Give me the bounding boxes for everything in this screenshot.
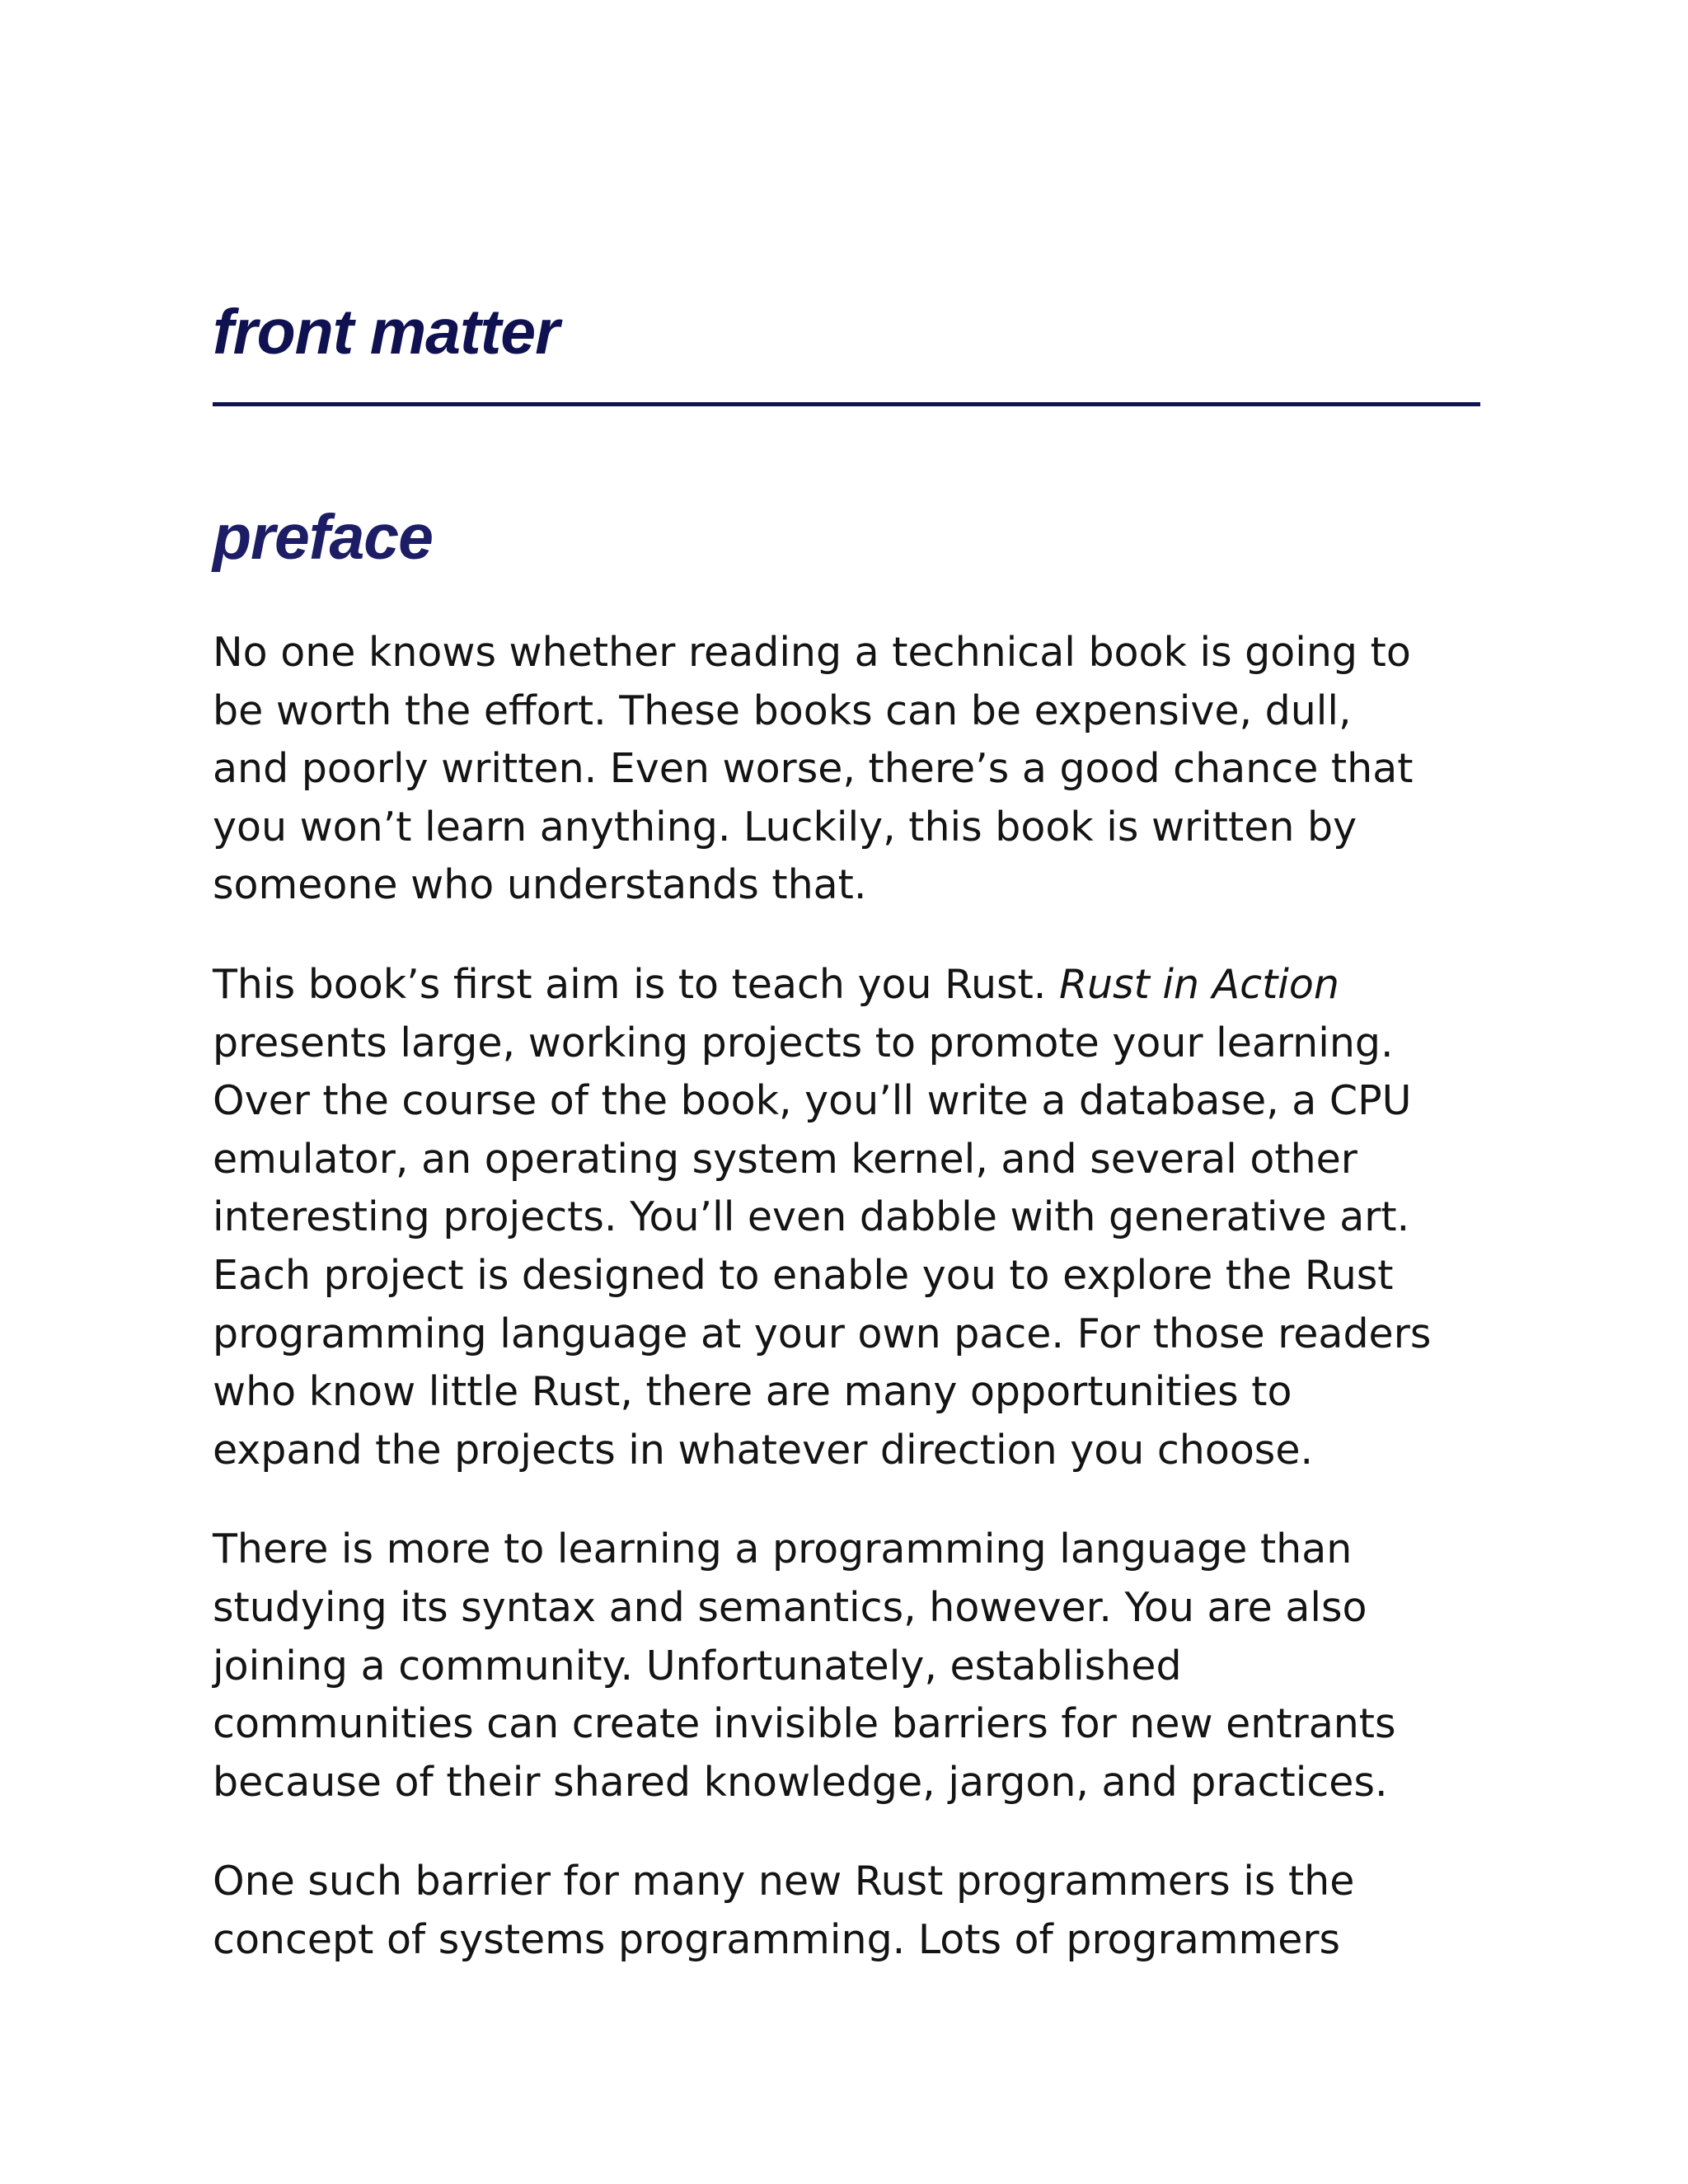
text-line: interesting projects. You’ll even dabble with generative art.: [213, 1193, 1410, 1241]
text-line: who know little Rust, there are many opportunities to: [213, 1368, 1292, 1416]
text-line: because of their shared knowledge, jargon, and practices.: [213, 1758, 1388, 1806]
text-line: No one knows whether reading a technical book is going to: [213, 629, 1411, 676]
text-run: This book’s first aim is to teach you Rust.: [213, 960, 1059, 1008]
front-matter-heading: front matter: [213, 297, 560, 368]
text-line: programming language at your own pace. For those readers: [213, 1310, 1432, 1357]
text-line: emulator, an operating system kernel, and several other: [213, 1135, 1357, 1183]
text-line: be worth the effort. These books can be expensive, dull,: [213, 687, 1352, 734]
text-line: communities can create invisible barriers for new entrants: [213, 1700, 1396, 1748]
heading-rule-divider: [213, 402, 1480, 406]
text-line: studying its syntax and semantics, however. You are also: [213, 1583, 1367, 1631]
text-line: concept of systems programming. Lots of programmers: [213, 1915, 1341, 1963]
paragraph-3: [213, 1521, 1498, 1811]
text-line: joining a community. Unfortunately, established: [213, 1642, 1182, 1690]
paragraph-4: [213, 1853, 1498, 1969]
text-line: presents large, working projects to promote your learning.: [213, 1019, 1394, 1066]
paragraph-2: [213, 956, 1498, 1479]
paragraph-1: [213, 624, 1498, 915]
preface-body: [213, 624, 1498, 2010]
text-line: [213, 956, 1498, 1015]
book-title-italic: Rust in Action: [1058, 960, 1339, 1008]
text-line: you won’t learn anything. Luckily, this book is written by: [213, 803, 1357, 851]
text-line: someone who understands that.: [213, 861, 867, 909]
text-line: Over the course of the book, you’ll write a database, a CPU: [213, 1077, 1412, 1125]
text-line: and poorly written. Even worse, there’s a good chance that: [213, 745, 1414, 793]
text-line: One such barrier for many new Rust programmers is the: [213, 1858, 1355, 1905]
text-line: There is more to learning a programming language than: [213, 1526, 1353, 1573]
preface-section-title: preface: [213, 502, 433, 573]
text-line: expand the projects in whatever direction you choose.: [213, 1426, 1314, 1474]
text-line: Each project is designed to enable you to explore the Rust: [213, 1251, 1394, 1299]
